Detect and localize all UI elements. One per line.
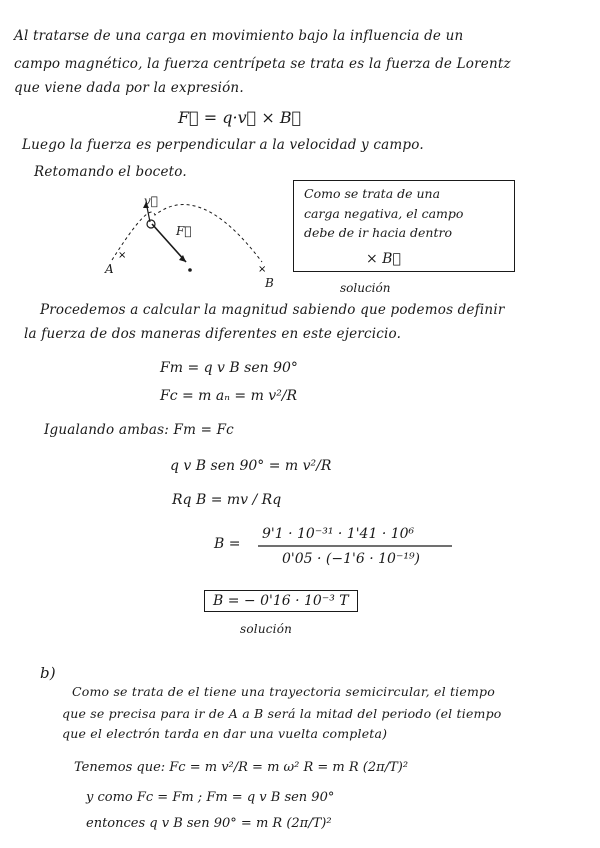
note-field-symbol: × B⃗ [366,251,401,267]
note-line-3: debe de ir hacia dentro [304,225,452,240]
numeric-eq-denominator: 0'05 · (−1'6 · 10⁻¹⁹) [282,551,421,567]
note-line-2: carga negativa, el campo [304,206,464,221]
retomando-line: Retomando el boceto. [34,164,187,180]
centripetal-force-eq: Fc = m aₙ = m v²/R [160,388,298,404]
intro-line-1: Al tratarse de una carga en movimiento bajo la influencia de un [14,28,464,44]
equation-2: Rq B = mv / Rq [172,492,282,508]
part-b-como: y como Fc = Fm ; Fm = q v B sen 90° [86,790,335,805]
part-b-label: b) [40,664,56,682]
point-b-mark: × [258,264,267,275]
sketch-label-v: v⃗ [144,194,158,208]
intro-line-2: campo magnético, la fuerza centrípeta se trata es la fuerza de Lorentz [14,56,511,72]
equation-1: q v B sen 90° = m v²/R [170,458,332,474]
perpendicular-line: Luego la fuerza es perpendicular a la velocidad y campo. [22,137,424,153]
sketch-label-f: F⃗ [176,224,192,238]
note-line-1: Como se trata de una [304,186,441,201]
point-a-mark: × [118,250,127,261]
result-box: B = − 0'16 · 10⁻³ T [204,590,358,612]
note-solucion: solución [340,281,391,295]
part-b-entonces: entonces q v B sen 90° = m R (2π/T)² [86,816,332,831]
sketch-label-b: B [265,276,274,290]
part-b-line-3: que el electrón tarda en dar una vuelta completa) [62,726,388,741]
sketch-label-a: A [105,262,114,276]
part-b-line-2: que se precisa para ir de A a B será la mitad del periodo (el tiempo [62,706,502,721]
magnetic-force-eq: Fm = q v B sen 90° [160,360,298,376]
intro-line-3: que viene dada por la expresión. [14,80,244,96]
numeric-eq-lhs: B = [214,536,241,552]
procedure-line-2: la fuerza de dos maneras diferentes en este ejercicio. [24,326,402,342]
result-caption: solución [240,622,293,636]
igualando-line: Igualando ambas: Fm = Fc [44,422,234,438]
lorentz-formula: F⃗ = q·v⃗ × B⃗ [178,108,302,127]
procedure-line-1: Procedemos a calcular la magnitud sabiendo que podemos definir [40,302,505,318]
part-b-tenemos: Tenemos que: Fc = m v²/R = m ω² R = m R (2π/T)² [74,760,409,775]
numeric-eq-numerator: 9'1 · 10⁻³¹ · 1'41 · 10⁶ [262,526,415,542]
part-b-line-1: Como se trata de el tiene una trayectoria semicircular, el tiempo [72,684,495,699]
